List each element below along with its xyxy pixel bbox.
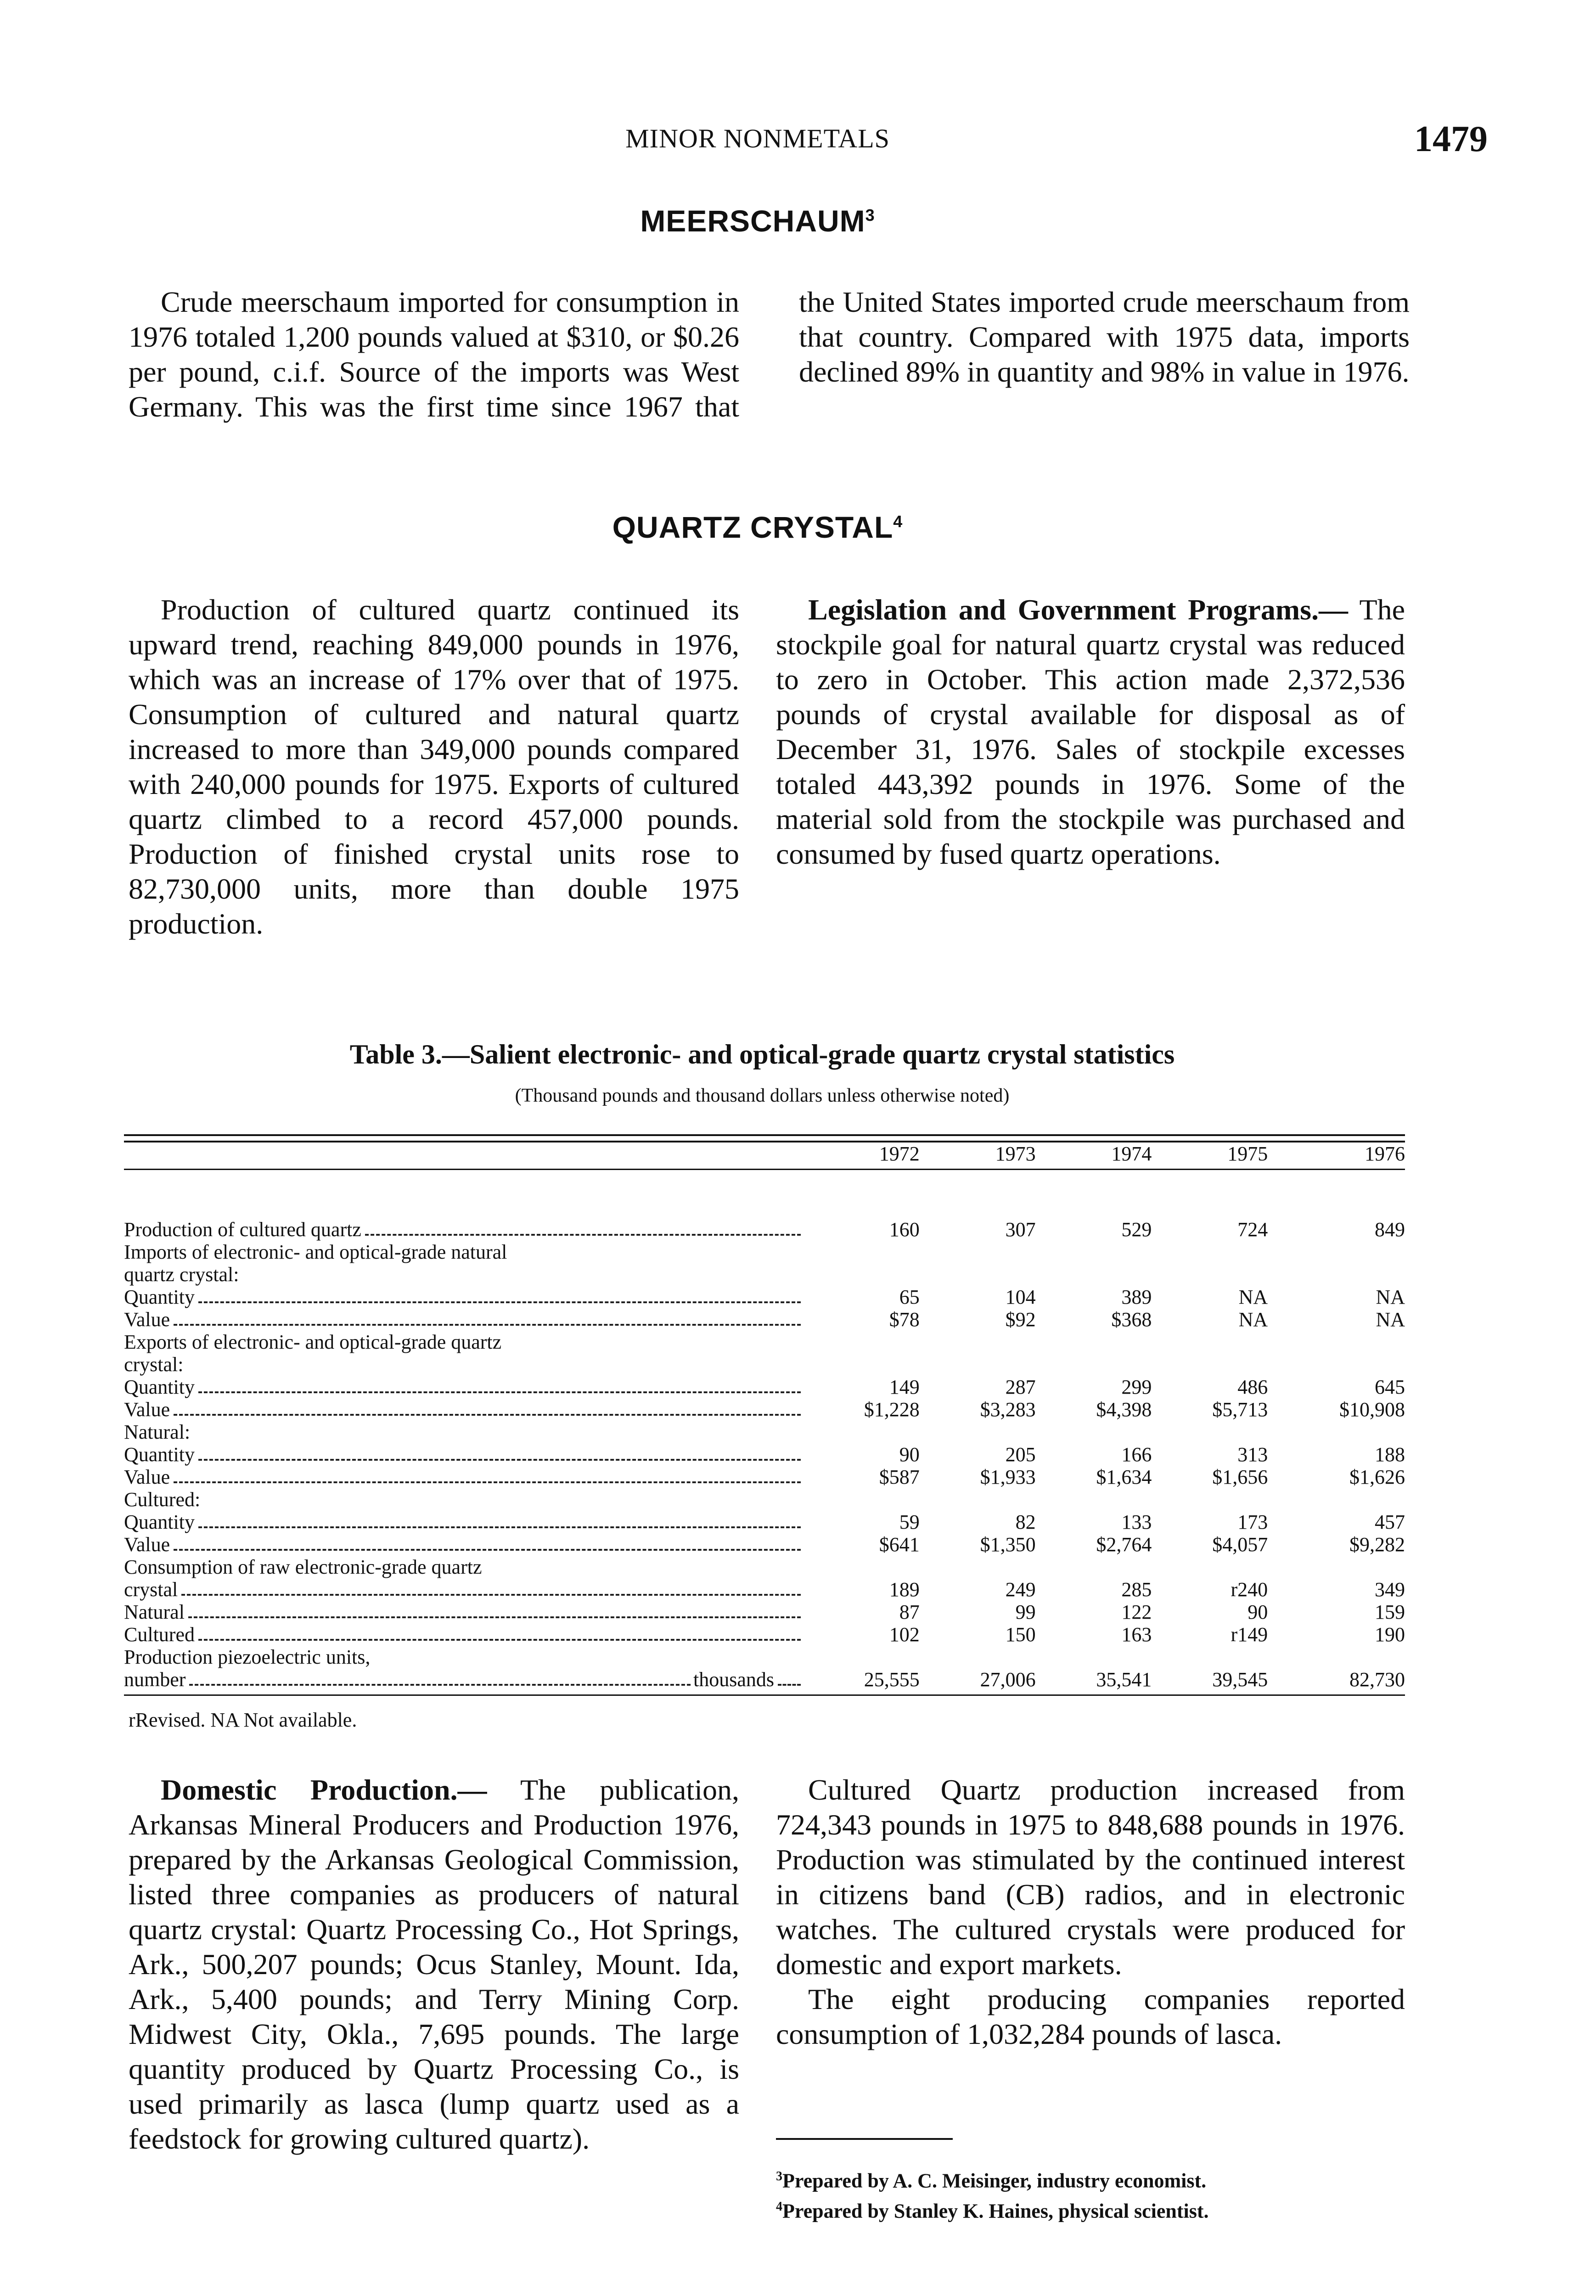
cell: 150 xyxy=(1005,1623,1036,1646)
cell: 90 xyxy=(1248,1601,1268,1623)
leader-dots xyxy=(181,1594,801,1596)
cell: 27,006 xyxy=(980,1668,1036,1691)
footnote xyxy=(776,2194,1465,2224)
leader-dots xyxy=(198,1301,801,1303)
cell: 190 xyxy=(1375,1623,1405,1646)
cell: $1,350 xyxy=(980,1533,1036,1556)
table-top-rule xyxy=(124,1134,1405,1136)
leader-dots xyxy=(198,1459,801,1461)
cell: $1,656 xyxy=(1212,1466,1268,1488)
cell: 349 xyxy=(1375,1578,1405,1601)
cell: $587 xyxy=(879,1466,920,1488)
year-header: 1973 xyxy=(995,1142,1036,1165)
footnote-ref-3: 3 xyxy=(865,206,875,225)
cell: $10,908 xyxy=(1339,1398,1405,1421)
cell: $4,057 xyxy=(1212,1533,1268,1556)
cell: 307 xyxy=(1005,1218,1036,1241)
meerschaum-title xyxy=(473,203,1042,238)
cell: r240 xyxy=(1231,1578,1268,1601)
table-row xyxy=(124,1511,1405,1533)
cell: 188 xyxy=(1375,1443,1405,1466)
table-row xyxy=(124,1421,1405,1443)
cell: 35,541 xyxy=(1096,1668,1152,1691)
table-row xyxy=(124,1668,1405,1691)
table-header-row xyxy=(124,1140,1405,1167)
cell: 486 xyxy=(1237,1376,1268,1398)
cell: 285 xyxy=(1121,1578,1152,1601)
cell: r149 xyxy=(1231,1623,1268,1646)
cell: 313 xyxy=(1237,1443,1268,1466)
cell: NA xyxy=(1376,1286,1405,1308)
row-label: Quantity xyxy=(124,1511,195,1533)
cell: 149 xyxy=(889,1376,920,1398)
row-label: Quantity xyxy=(124,1376,195,1398)
table-row xyxy=(124,1241,1405,1263)
meerschaum-body xyxy=(129,285,1410,464)
domestic-text: The publication, Arkansas Mineral Producers and Production 1976, prepared by the Arkansas Geological Commission, listed three companies as producers of natural quartz crystal: Quartz Processing Co., Hot Springs, Ark., 500,207 pounds; Ocus Stanley, Mount. Ida, Ark., 5,400 pounds; and Terry Mining Corp. Midwest City, Okla., 7,695 pounds. The large quantity produced by Quartz Processing Co., is used primarily as lasca (lump quartz used as a feedstock for growing cultured quartz). xyxy=(129,1773,740,2155)
table-notes: rRevised. NA Not available. xyxy=(129,1709,357,1731)
footnote-text: Prepared by Stanley K. Haines, physical scientist. xyxy=(782,2200,1209,2223)
cell: 249 xyxy=(1005,1578,1036,1601)
row-label: Value xyxy=(124,1466,170,1488)
cell: 173 xyxy=(1237,1511,1268,1533)
row-label: crystal: xyxy=(124,1353,184,1376)
table-row xyxy=(124,1601,1405,1623)
cell: 82,730 xyxy=(1349,1668,1405,1691)
unit-label: thousands xyxy=(693,1668,774,1691)
cell: 457 xyxy=(1375,1511,1405,1533)
cultured-paragraph: Cultured Quartz production increased from 724,343 pounds in 1975 to 848,688 pounds in 1976. Production was stimulated by the continued interest in citizens band (CB) radios, and in electronic watches. The cultured crystals were produced for domestic and export markets. xyxy=(776,1773,1405,1981)
row-label: Consumption of raw electronic-grade quartz xyxy=(124,1556,482,1578)
leader-dots xyxy=(365,1234,801,1236)
table-row xyxy=(124,1466,1405,1488)
cell: 299 xyxy=(1121,1376,1152,1398)
row-label: Cultured: xyxy=(124,1488,201,1511)
table-bottom-rule xyxy=(124,1694,1405,1696)
row-label: Value xyxy=(124,1308,170,1331)
cell: $78 xyxy=(889,1308,920,1331)
table-row xyxy=(124,1488,1405,1511)
cell: 102 xyxy=(889,1623,920,1646)
footnotes xyxy=(776,2164,1465,2224)
year-header: 1976 xyxy=(1365,1142,1405,1165)
table-row xyxy=(124,1556,1405,1578)
cell: 133 xyxy=(1121,1511,1152,1533)
quartz-title-text: QUARTZ CRYSTAL xyxy=(612,510,894,544)
footnote-text: Prepared by A. C. Meisinger, industry economist. xyxy=(782,2169,1207,2192)
cell: 99 xyxy=(1015,1601,1036,1623)
cell: 39,545 xyxy=(1212,1668,1268,1691)
cell: NA xyxy=(1238,1286,1268,1308)
table-row xyxy=(124,1578,1405,1601)
cell: 205 xyxy=(1005,1443,1036,1466)
cell: 82 xyxy=(1015,1511,1036,1533)
cell: 87 xyxy=(899,1601,920,1623)
table-row xyxy=(124,1623,1405,1646)
cell: $9,282 xyxy=(1349,1533,1405,1556)
cell: 166 xyxy=(1121,1443,1152,1466)
cell: $641 xyxy=(879,1533,920,1556)
cell: $2,764 xyxy=(1096,1533,1152,1556)
running-head: MINOR NONMETALS xyxy=(625,124,890,153)
cell: 159 xyxy=(1375,1601,1405,1623)
table-subcaption: (Thousand pounds and thousand dollars unless otherwise noted) xyxy=(515,1085,1010,1106)
table-row xyxy=(124,1443,1405,1466)
cell: $1,933 xyxy=(980,1466,1036,1488)
cell: 90 xyxy=(899,1443,920,1466)
cell: NA xyxy=(1376,1308,1405,1331)
row-label: Production of cultured quartz xyxy=(124,1218,361,1241)
cell: 59 xyxy=(899,1511,920,1533)
row-label: number xyxy=(124,1668,186,1691)
cultured-column xyxy=(776,1773,1405,2052)
cell: 849 xyxy=(1375,1218,1405,1241)
row-label: crystal xyxy=(124,1578,178,1601)
table-row xyxy=(124,1353,1405,1376)
cell: 160 xyxy=(889,1218,920,1241)
row-label: Cultured xyxy=(124,1623,195,1646)
cell: $4,398 xyxy=(1096,1398,1152,1421)
table-row xyxy=(124,1533,1405,1556)
cell: 287 xyxy=(1005,1376,1036,1398)
domestic-heading: Domestic Production.— xyxy=(161,1773,487,1806)
table-row xyxy=(124,1376,1405,1398)
table-row xyxy=(124,1263,1405,1286)
cell: 25,555 xyxy=(864,1668,920,1691)
footnote xyxy=(776,2164,1465,2194)
leader-dots xyxy=(189,1684,691,1686)
leader-dots xyxy=(198,1639,801,1641)
leader-dots xyxy=(174,1324,801,1326)
row-label: Production piezoelectric units, xyxy=(124,1646,371,1668)
domestic-paragraph xyxy=(129,1773,739,2156)
header-blank xyxy=(124,1140,804,1167)
row-label: Value xyxy=(124,1533,170,1556)
cell: 645 xyxy=(1375,1376,1405,1398)
legislation-paragraph xyxy=(776,592,1405,872)
legislation-column xyxy=(776,592,1405,872)
row-label: Quantity xyxy=(124,1443,195,1466)
quartz-statistics-table xyxy=(124,1142,1405,1691)
cell: 189 xyxy=(889,1578,920,1601)
leader-dots xyxy=(198,1391,801,1393)
quartz-intro-column xyxy=(129,592,739,941)
cell: $5,713 xyxy=(1212,1398,1268,1421)
year-header: 1975 xyxy=(1227,1142,1268,1165)
leader-dots xyxy=(778,1684,801,1686)
table-row xyxy=(124,1646,1405,1668)
row-label: Exports of electronic- and optical-grade quartz xyxy=(124,1331,502,1353)
cell: 122 xyxy=(1121,1601,1152,1623)
meerschaum-paragraph: Crude meerschaum imported for consumption in 1976 totaled 1,200 pounds valued at $310, or $0.26 per pound, c.i.f. Source of the imports was West Germany. This was the first time since 1967 that the United States imported crude meerschaum from that country. Compared with 1975 data, imports declined 89% in quantity and 98% in value in 1976. xyxy=(129,286,1410,423)
row-label: Value xyxy=(124,1398,170,1421)
eight-companies-paragraph: The eight producing companies reported consumption of 1,032,284 pounds of lasca. xyxy=(776,1983,1405,2050)
cell: NA xyxy=(1238,1308,1268,1331)
leader-dots xyxy=(174,1414,801,1416)
leader-dots xyxy=(198,1526,801,1528)
row-label: Quantity xyxy=(124,1286,195,1308)
domestic-column xyxy=(129,1773,739,2156)
cell: $1,634 xyxy=(1096,1466,1152,1488)
footnote-rule xyxy=(776,2138,953,2140)
cell: 104 xyxy=(1005,1286,1036,1308)
cell: 389 xyxy=(1121,1286,1152,1308)
cell: 163 xyxy=(1121,1623,1152,1646)
legislation-text: The stockpile goal for natural quartz crystal was reduced to zero in October. This action made 2,372,536 pounds of crystal available for disposal as of December 31, 1976. Sales of stockpile excesses totaled 443,392 pounds in 1976. Some of the material sold from the stockpile was purchased and consumed by fused quartz operations. xyxy=(776,593,1405,870)
row-label: quartz crystal: xyxy=(124,1263,239,1286)
cell: $3,283 xyxy=(980,1398,1036,1421)
leader-dots xyxy=(174,1481,801,1483)
year-header: 1974 xyxy=(1111,1142,1152,1165)
cell: 65 xyxy=(899,1286,920,1308)
leader-dots xyxy=(174,1549,801,1551)
year-header: 1972 xyxy=(879,1142,920,1165)
quartz-intro-paragraph: Production of cultured quartz continued its upward trend, reaching 849,000 pounds in 1976, which was an increase of 17% over that of 1975. Consumption of cultured and natural quartz increased to more than 349,000 pounds compared with 240,000 pounds for 1975. Exports of cultured quartz climbed to a record 457,000 pounds. Production of finished crystal units rose to 82,730,000 units, more than double 1975 production. xyxy=(129,593,739,940)
table-row xyxy=(124,1308,1405,1331)
footnote-ref-4: 4 xyxy=(893,512,903,531)
table-row xyxy=(124,1286,1405,1308)
footnote-mark: 3 xyxy=(776,2169,782,2183)
table-row xyxy=(124,1331,1405,1353)
cell: $1,626 xyxy=(1349,1466,1405,1488)
row-label: Natural: xyxy=(124,1421,191,1443)
row-label: Imports of electronic- and optical-grade natural xyxy=(124,1241,507,1263)
footnote-mark: 4 xyxy=(776,2199,782,2214)
table-row xyxy=(124,1218,1405,1241)
table-caption: Table 3.—Salient electronic- and optical-grade quartz crystal statistics xyxy=(349,1039,1175,1069)
leader-dots xyxy=(188,1616,801,1618)
cell: $1,228 xyxy=(864,1398,920,1421)
legislation-heading: Legislation and Government Programs.— xyxy=(808,593,1349,626)
cell: 529 xyxy=(1121,1218,1152,1241)
cell: $92 xyxy=(1005,1308,1036,1331)
row-label: Natural xyxy=(124,1601,185,1623)
table-spacer xyxy=(124,1195,1405,1218)
cell: 724 xyxy=(1237,1218,1268,1241)
meerschaum-title-text: MEERSCHAUM xyxy=(640,204,865,238)
quartz-title xyxy=(473,510,1042,545)
page-number: 1479 xyxy=(1414,119,1488,159)
table-row xyxy=(124,1398,1405,1421)
cell: $368 xyxy=(1111,1308,1152,1331)
